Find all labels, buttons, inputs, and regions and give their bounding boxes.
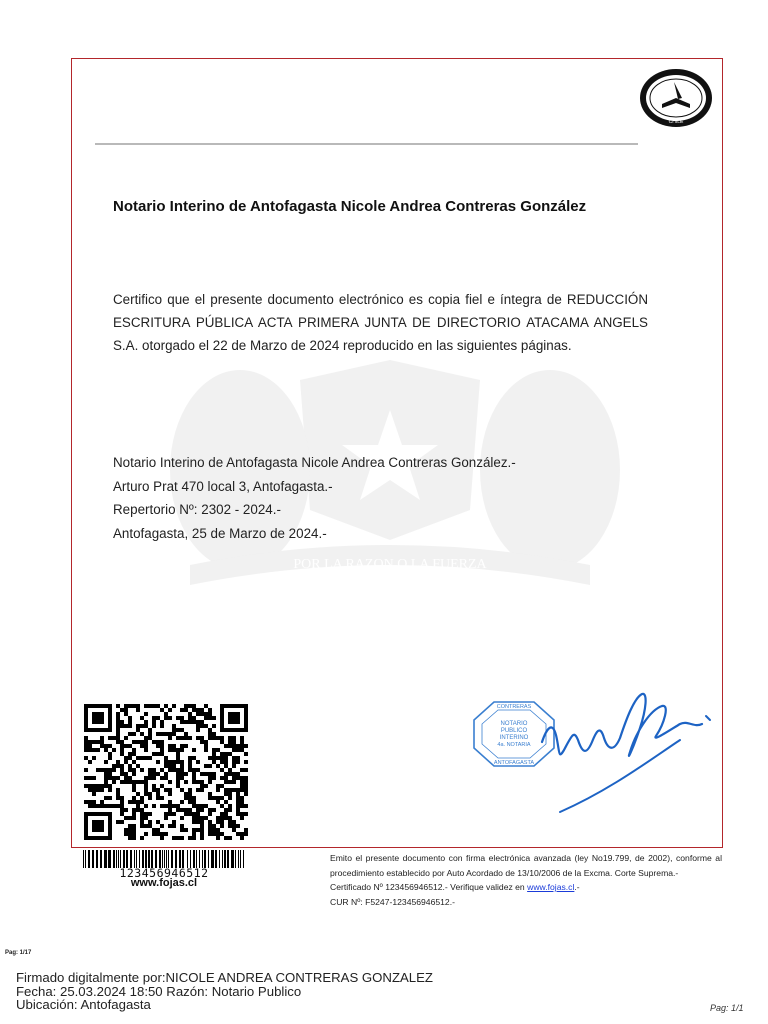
cur-number: CUR Nº: F5247-123456946512.- xyxy=(330,896,455,907)
stamp-line-4: 4a. NOTARIA xyxy=(497,742,531,748)
handwritten-signature xyxy=(530,680,730,815)
barcode-number: 123456946512 xyxy=(119,866,209,880)
qr-code xyxy=(84,704,248,840)
certificate-suffix: .- xyxy=(574,882,580,893)
header-rule xyxy=(95,143,638,145)
stamp-top-text: CONTRERAS xyxy=(496,704,532,710)
electronic-signature-notice xyxy=(330,851,722,909)
page-number-left: Pag: 1/17 xyxy=(5,950,32,956)
website-label: www.fojas.cl xyxy=(130,877,198,889)
seal-text: CHILE xyxy=(668,119,684,125)
certification-text: Certifico que el presente documento electrónico es copia fiel e íntegra de REDUCCIÓN ESCRITURA PÚBLICA ACTA PRIMERA JUNTA DE DIRECTORIO ATACAMA ANGELS S.A. otorgado el 22 de Marzo de 2024 reproducido en las siguientes páginas. xyxy=(113,292,648,353)
repertorio-line: Repertorio Nº: 2302 - 2024.- xyxy=(113,502,281,517)
notice-certificate-line xyxy=(330,880,722,895)
certification-paragraph xyxy=(113,288,648,357)
notary-details xyxy=(113,451,633,545)
notary-name-line: Notario Interino de Antofagasta Nicole Andrea Contreras González.- xyxy=(113,455,516,470)
stamp-line-3: INTERINO xyxy=(499,735,529,741)
page-number-right: Pag: 1/1 xyxy=(710,1003,744,1013)
certificate-text: Certificado Nº 123456946512.- Verifique validez en xyxy=(330,882,528,893)
notice-law-text: Emito el presente documento con firma electrónica avanzada (ley No19.799, de 2002), conforme al procedimiento establecido por Auto Acordado de 13/10/2006 de la Excma. Corte Suprema.- xyxy=(330,853,722,878)
digital-signature-block xyxy=(16,971,433,1012)
verify-link[interactable]: www.fojas.cl xyxy=(527,882,575,893)
signed-location-line: Ubicación: Antofagasta xyxy=(16,997,151,1012)
stamp-line-1: NOTARIO xyxy=(500,721,528,727)
document-title: Notario Interino de Antofagasta Nicole Andrea Contreras González xyxy=(113,198,587,215)
stamp-line-2: PUBLICO xyxy=(500,728,528,734)
signed-by-line: Firmado digitalmente por:NICOLE ANDREA CONTRERAS GONZALEZ xyxy=(16,970,433,985)
date-line: Antofagasta, 25 de Marzo de 2024.- xyxy=(113,525,327,541)
notary-seal xyxy=(638,68,714,128)
signed-date-line: Fecha: 25.03.2024 18:50 Razón: Notario Publico xyxy=(16,983,302,999)
watermark-motto: POR LA RAZON O LA FUERZA xyxy=(293,557,487,572)
notary-address-line: Arturo Prat 470 local 3, Antofagasta.- xyxy=(113,478,333,494)
stamp-bottom-text: ANTOFAGASTA xyxy=(493,760,535,766)
